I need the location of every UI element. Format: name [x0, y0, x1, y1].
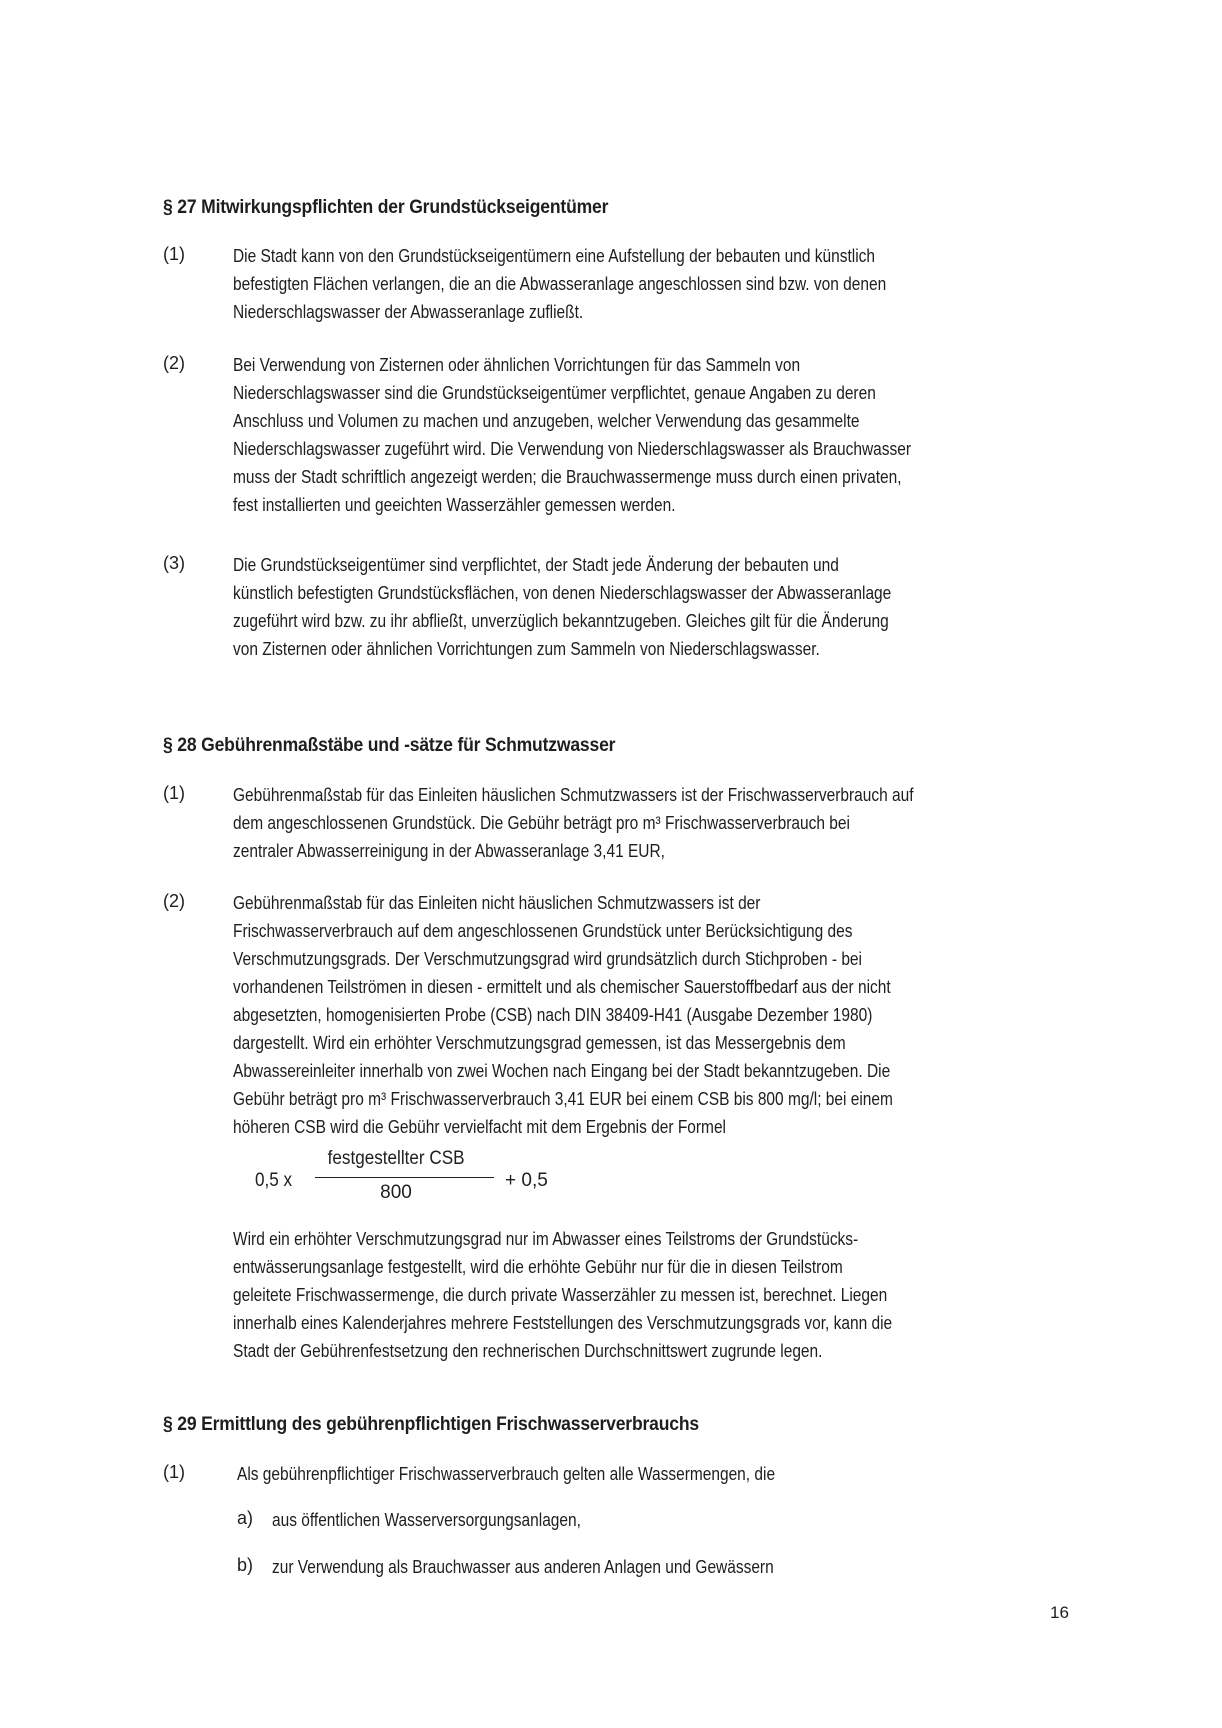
- text-line: entwässerungsanlage festgestellt, wird die erhöhte Gebühr nur für die in diesen Teilstrom: [233, 1257, 843, 1277]
- list-item-label: b): [237, 1555, 254, 1575]
- section-28-para-2: [233, 889, 1000, 1141]
- text-line: Abwassereinleiter innerhalb von zwei Wochen nach Eingang bei der Stadt bekanntzugeben. Die: [233, 1061, 891, 1081]
- section-29-heading: § 29 Ermittlung des gebührenpflichtigen Frischwasserverbrauchs: [163, 1413, 699, 1435]
- section-29-para-1: [237, 1460, 863, 1488]
- text-line: dem angeschlossenen Grundstück. Die Gebühr beträgt pro m³ Frischwasserverbrauch bei: [233, 813, 850, 833]
- text-line: zentraler Abwasserreinigung in der Abwasseranlage 3,41 EUR,: [233, 841, 665, 861]
- text-line: Gebühr beträgt pro m³ Frischwasserverbrauch 3,41 EUR bei einem CSB bis 800 mg/l; bei einem: [233, 1089, 893, 1109]
- text-line: befestigten Flächen verlangen, die an die Abwasseranlage angeschlossen sind bzw. von denen: [233, 274, 887, 294]
- text-line: vorhandenen Teilströmen in diesen - ermittelt und als chemischer Sauerstoffbedarf aus der nicht: [233, 977, 891, 997]
- list-item-label: a): [237, 1508, 254, 1528]
- text-line: innerhalb eines Kalenderjahres mehrere Feststellungen des Verschmutzungsgrads vor, kann die: [233, 1313, 893, 1333]
- formula-prefix: 0,5 x: [255, 1170, 293, 1191]
- text-line: fest installierten und geeichten Wasserzähler gemessen werden.: [233, 495, 676, 515]
- text-line: geleitete Frischwassermenge, die durch private Wasserzähler zu messen ist, berechnet. Liegen: [233, 1285, 888, 1305]
- list-item: [272, 1506, 631, 1534]
- text-line: Frischwasserverbrauch auf dem angeschlossenen Grundstück unter Berücksichtigung des: [233, 921, 853, 941]
- text-line: Niederschlagswasser zugeführt wird. Die Verwendung von Niederschlagswasser als Brauchwasser: [233, 439, 912, 459]
- list-item-text: zur Verwendung als Brauchwasser aus anderen Anlagen und Gewässern: [272, 1557, 774, 1577]
- text-line: dargestellt. Wird ein erhöhter Verschmutzungsgrad gemessen, ist das Messergebnis dem: [233, 1033, 846, 1053]
- text-line: künstlich befestigten Grundstücksflächen, von denen Niederschlagswasser der Abwasseranlage: [233, 583, 892, 603]
- section-27-heading: § 27 Mitwirkungspflichten der Grundstückseigentümer: [163, 196, 609, 218]
- para-number: (1): [163, 783, 185, 803]
- text-line: zugeführt wird bzw. zu ihr abfließt, unverzüglich bekanntzugeben. Gleiches gilt für die Änderung: [233, 611, 889, 631]
- formula-suffix: + 0,5: [505, 1170, 548, 1191]
- text-line: Als gebührenpflichtiger Frischwasserverbrauch gelten alle Wassermengen, die: [237, 1464, 776, 1484]
- text-line: Niederschlagswasser der Abwasseranlage zufließt.: [233, 302, 584, 322]
- text-line: Stadt der Gebührenfestsetzung den rechnerischen Durchschnittswert zugrunde legen.: [233, 1341, 823, 1361]
- section-27-para-3: [233, 551, 998, 663]
- para-number: (2): [163, 353, 185, 373]
- section-27-para-2: [233, 351, 1021, 519]
- text-line: Die Grundstückseigentümer sind verpflichtet, der Stadt jede Änderung der bebauten und: [233, 555, 839, 575]
- formula-denominator: 800: [380, 1182, 412, 1203]
- text-line: Gebührenmaßstab für das Einleiten nicht häuslichen Schmutzwassers ist der: [233, 893, 761, 913]
- para-number: (1): [163, 244, 185, 264]
- text-line: Wird ein erhöhter Verschmutzungsgrad nur im Abwasser eines Teilstroms der Grundstücks-: [233, 1229, 859, 1249]
- text-line: Bei Verwendung von Zisternen oder ähnlichen Vorrichtungen für das Sammeln von: [233, 355, 801, 375]
- page-number: 16: [1050, 1603, 1069, 1622]
- section-28-para-2-continued: [233, 1225, 999, 1365]
- text-line: Anschluss und Volumen zu machen und anzugeben, welcher Verwendung das gesammelte: [233, 411, 860, 431]
- para-number: (1): [163, 1462, 185, 1482]
- para-number: (2): [163, 891, 185, 911]
- formula-numerator: festgestellter CSB: [327, 1148, 465, 1169]
- text-line: Verschmutzungsgrads. Der Verschmutzungsgrad wird grundsätzlich durch Stichproben - bei: [233, 949, 862, 969]
- fraction-bar: [315, 1177, 494, 1178]
- text-line: von Zisternen oder ähnlichen Vorrichtungen zum Sammeln von Niederschlagswasser.: [233, 639, 820, 659]
- text-line: Die Stadt kann von den Grundstückseigentümern eine Aufstellung der bebauten und künstlich: [233, 246, 875, 266]
- section-28-heading: § 28 Gebührenmaßstäbe und -sätze für Schmutzwasser: [163, 734, 616, 756]
- section-28-para-1: [233, 781, 1024, 865]
- text-line: Niederschlagswasser sind die Grundstückseigentümer verpflichtet, genaue Angaben zu deren: [233, 383, 876, 403]
- text-line: abgesetzten, homogenisierten Probe (CSB) nach DIN 38409-H41 (Ausgabe Dezember 1980): [233, 1005, 873, 1025]
- para-number: (3): [163, 553, 185, 573]
- text-line: muss der Stadt schriftlich angezeigt werden; die Brauchwassermenge muss durch einen privaten,: [233, 467, 902, 487]
- list-item: [272, 1553, 855, 1581]
- text-line: Gebührenmaßstab für das Einleiten häuslichen Schmutzwassers ist der Frischwasserverbrauch auf: [233, 785, 914, 805]
- list-item-text: aus öffentlichen Wasserversorgungsanlagen,: [272, 1510, 581, 1530]
- text-line: höheren CSB wird die Gebühr vervielfacht mit dem Ergebnis der Formel: [233, 1117, 726, 1137]
- section-27-para-1: [233, 242, 993, 326]
